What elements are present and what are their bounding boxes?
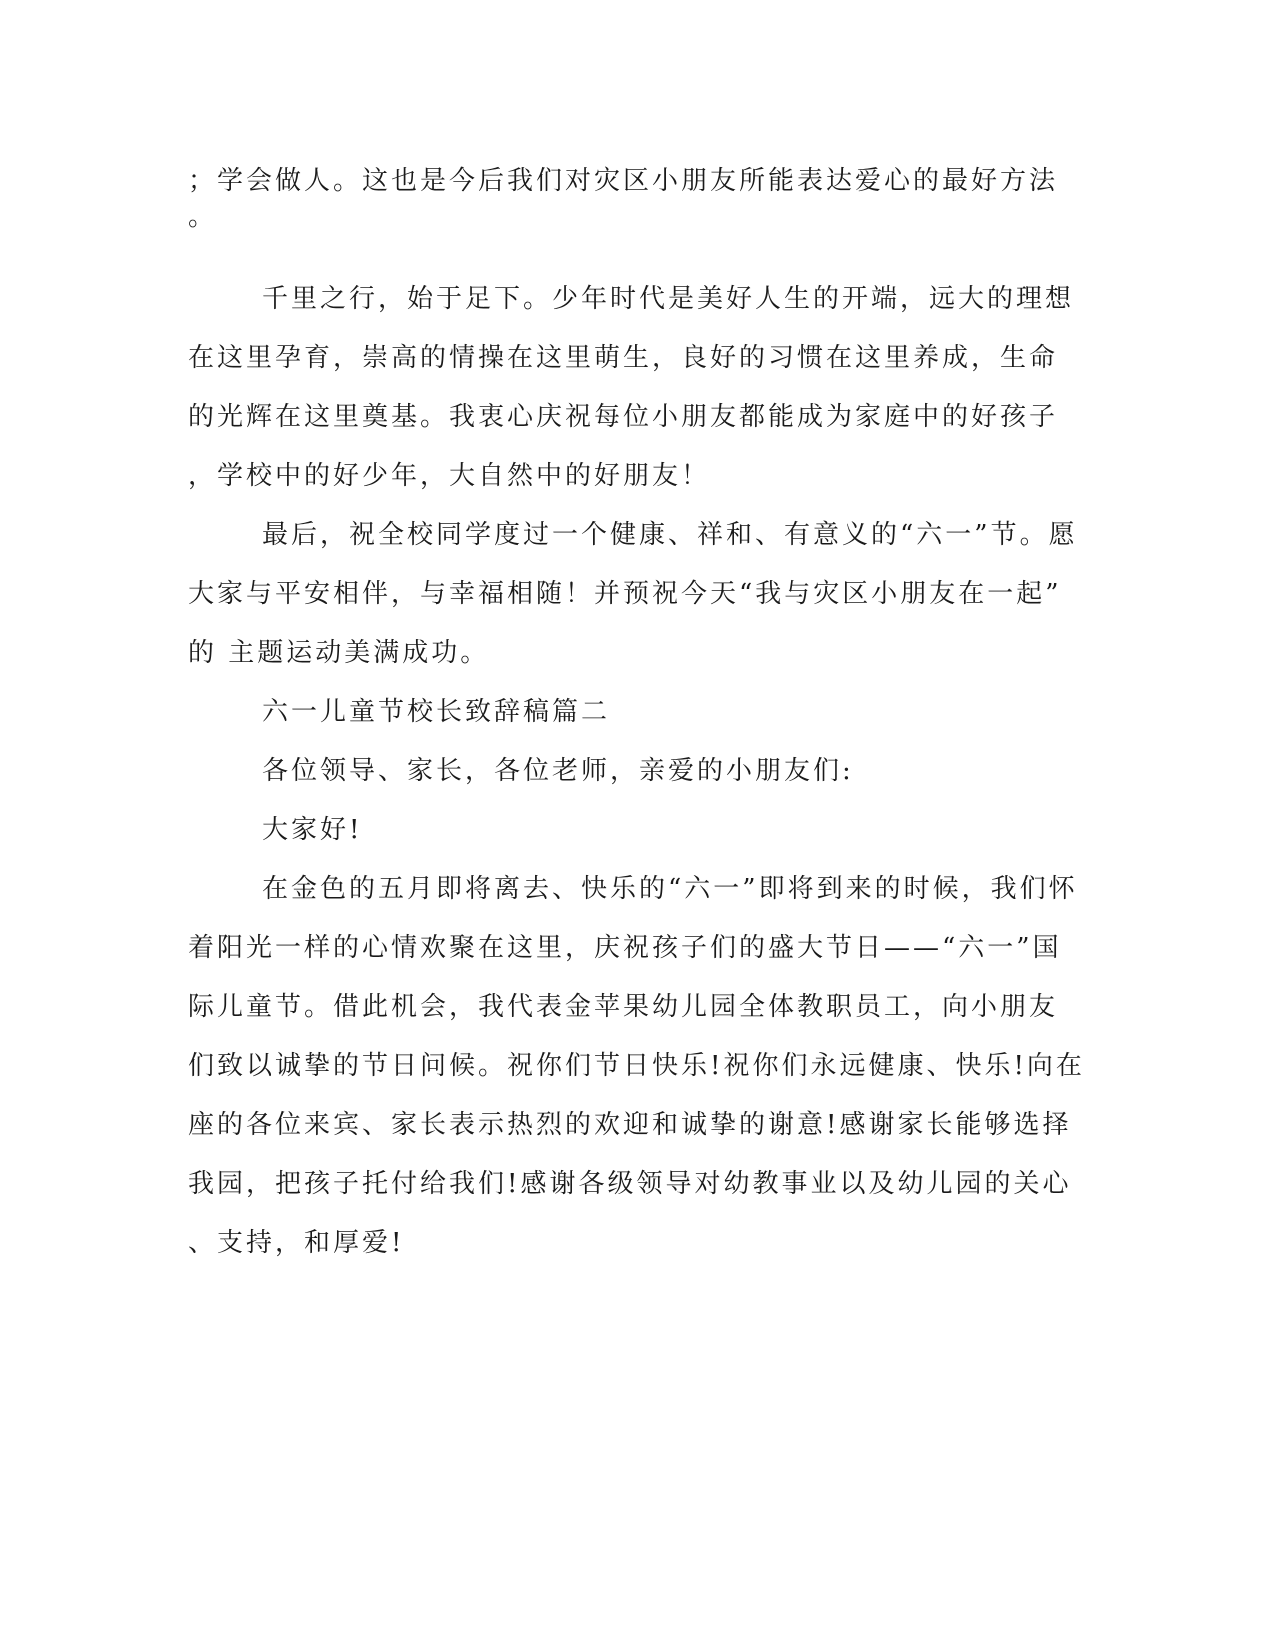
text-line: ；学会做人。这也是今后我们对灾区小朋友所能表达爱心的最好方法 [188, 166, 1059, 196]
text-line: 着阳光一样的心情欢聚在这里，庆祝孩子们的盛大节日——“六一”国 [188, 933, 1062, 963]
text-line: 的 主题运动美满成功。 [188, 638, 490, 668]
text-line: 座的各位来宾、家长表示热烈的欢迎和诚挚的谢意!感谢家长能够选择 [188, 1110, 1072, 1140]
section-title: 六一儿童节校长致辞稿篇二 [262, 697, 611, 727]
paragraph-start-line: 在金色的五月即将离去、快乐的“六一”即将到来的时候，我们怀 [262, 874, 1078, 904]
text-line: 的光辉在这里奠基。我衷心庆祝每位小朋友都能成为家庭中的好孩子 [188, 402, 1059, 432]
text-line: 在这里孕育，崇高的情操在这里萌生，良好的习惯在这里养成，生命 [188, 343, 1059, 373]
text-line: 我园，把孩子托付给我们!感谢各级领导对幼教事业以及幼儿园的关心 [188, 1169, 1072, 1199]
greeting: 大家好! [262, 815, 363, 845]
paragraph-start-line: 千里之行，始于足下。少年时代是美好人生的开端，远大的理想 [262, 284, 1075, 314]
paragraph-start-line: 最后，祝全校同学度过一个健康、祥和、有意义的“六一”节。愿 [262, 520, 1078, 550]
text-line: 们致以诚挚的节日问候。祝你们节日快乐!祝你们永远健康、快乐!向在 [188, 1051, 1085, 1081]
text-line: 际儿童节。借此机会，我代表金苹果幼儿园全体教职员工，向小朋友 [188, 992, 1059, 1022]
text-line: 。 [188, 202, 218, 232]
text-line: 大家与平安相伴，与幸福相随！并预祝今天“我与灾区小朋友在一起” [188, 579, 1062, 609]
text-line: ，学校中的好少年，大自然中的好朋友！ [188, 461, 711, 491]
salutation: 各位领导、家长，各位老师，亲爱的小朋友们: [262, 756, 854, 786]
text-line: 、支持，和厚爱! [188, 1228, 405, 1258]
